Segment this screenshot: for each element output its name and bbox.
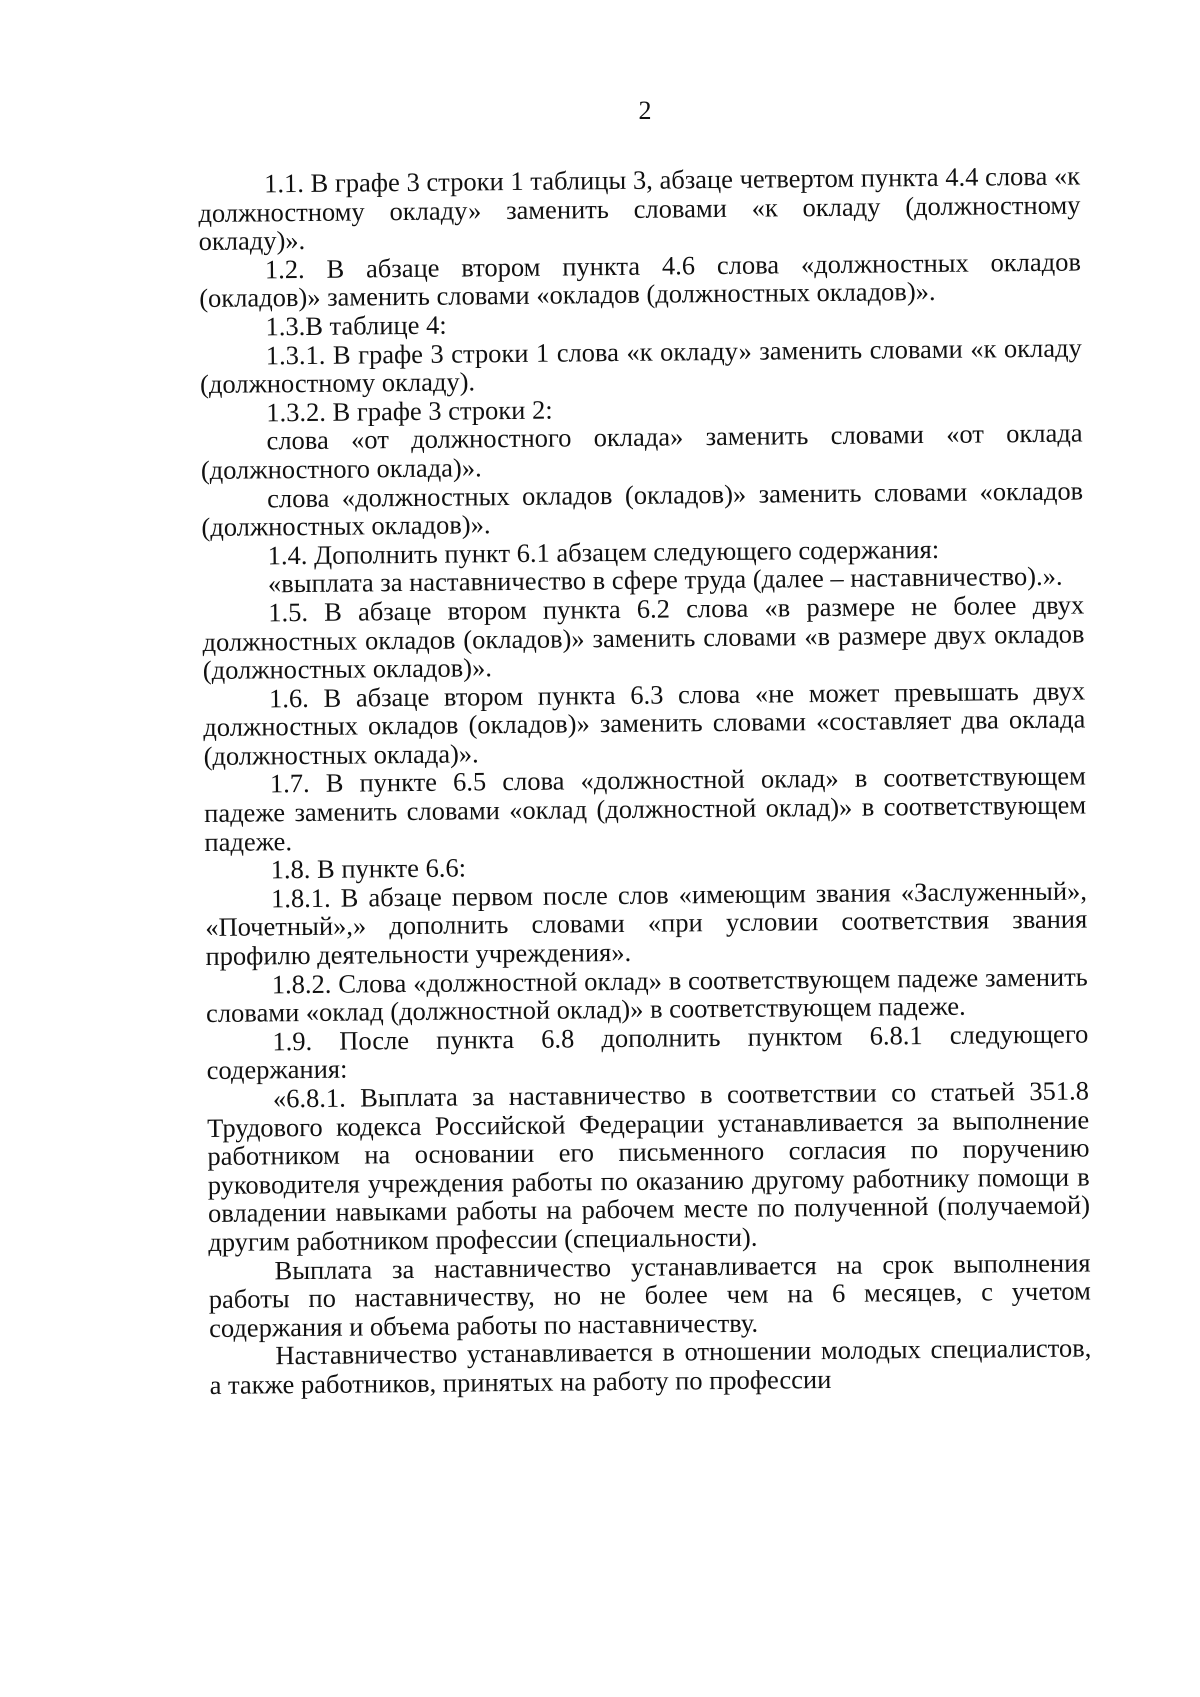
paragraph-1-4: 1.4. Дополнить пункт 6.1 абзацем следующего содержания:	[267, 533, 940, 571]
paragraph-1-2: 1.2. В абзаце втором пункта 4.6 слова «должностных окладов (окладов)» заменить словами «окладов (должностных окладов)».	[199, 246, 1082, 314]
paragraph-1-6: 1.6. В абзаце втором пункта 6.3 слова «не может превышать двух должностных окладов (окладов)» заменить словами «составляет два оклада (должностных оклада)».	[203, 675, 1086, 771]
paragraph-payment-term: Выплата за наставничество устанавливается на срок выполнения работы по наставничеству, но не более чем на 6 месяцев, с учетом содержания и объема работы по наставничеству.	[208, 1247, 1091, 1343]
paragraph-6-8-1: «6.8.1. Выплата за наставничество в соответствии со статьей 351.8 Трудового кодекса Российской Федерации устанавливается за выполнение работником на основании его письменного согласия по поручению руководителя учреждения работы по оказанию другому работнику помощи в овладении навыками работы на рабочем месте по полученной (получаемой) другим работником профессии (специальности).	[207, 1075, 1091, 1257]
paragraph-1-3-2-b: слова «должностных окладов (окладов)» заменить словами «окладов (должностных окладов)».	[201, 475, 1084, 543]
paragraph-1-9: 1.9. После пункта 6.8 дополнить пунктом 6.8.1 следующего содержания:	[206, 1018, 1089, 1086]
paragraph-1-3-1: 1.3.1. В графе 3 строки 1 слова «к окладу» заменить словами «к окладу (должностному окладу).	[199, 332, 1082, 400]
document-body	[198, 162, 1092, 1400]
paragraph-1-5: 1.5. В абзаце втором пункта 6.2 слова «в размере не более двух должностных окладов (окладов)» заменить словами «в размере двух окладов (должностных окладов)».	[202, 589, 1085, 686]
paragraph-1-3-2-a: слова «от должностного оклада» заменить словами «от оклада (должностного оклада)».	[200, 417, 1083, 485]
paragraph-1-3: 1.3.В таблице 4:	[265, 309, 447, 342]
paragraph-mentoring-scope: Наставничество устанавливается в отношении молодых специалистов, а также работников, принятых на работу по профессии	[209, 1332, 1092, 1400]
paragraph-1-3-2: 1.3.2. В графе 3 строки 2:	[266, 394, 553, 428]
paragraph-1-8: 1.8. В пункте 6.6:	[270, 852, 467, 885]
paragraph-1-4-quote: «выплата за наставничество в сфере труда (далее – наставничество).».	[267, 561, 1063, 599]
paragraph-1-7: 1.7. В пункте 6.5 слова «должностной оклад» в соответствующем падеже заменить словами «оклад (должностной оклад)» в соответствующем падеже.	[204, 760, 1087, 857]
paragraph-1-8-2: 1.8.2. Слова «должностной оклад» в соответствующем падеже заменить словами «оклад (должностной оклад)» в соответствующем падеже.	[205, 961, 1088, 1029]
paragraph-1-8-1: 1.8.1. В абзаце первом после слов «имеющим звания «Заслуженный», «Почетный»,» дополнить словами «при условии соответствия звания профилю деятельности учреждения».	[205, 875, 1088, 971]
paragraph-1-1: 1.1. В графе 3 строки 1 таблицы 3, абзаце четвертом пункта 4.4 слова «к должностному окладу» заменить словами «к окладу (должностному окладу)».	[198, 160, 1081, 257]
page-number: 2	[638, 96, 652, 125]
